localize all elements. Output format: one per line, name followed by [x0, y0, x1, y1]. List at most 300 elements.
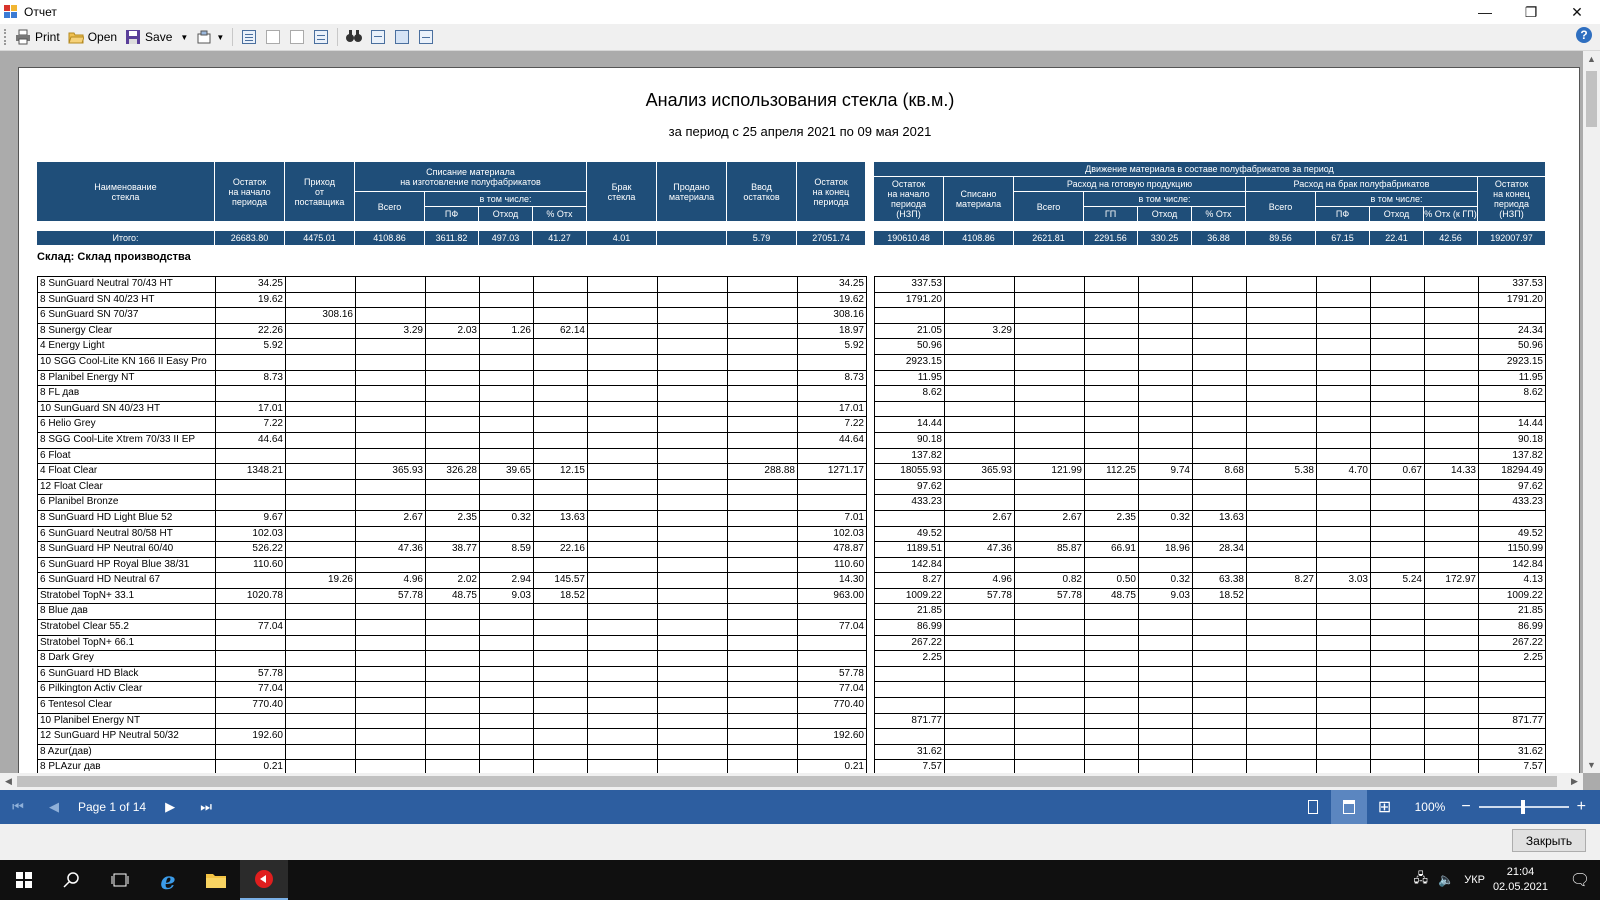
table-cell: [1014, 728, 1084, 744]
print-button[interactable]: [11, 26, 64, 48]
table-cell: [533, 292, 587, 308]
data-table: [37, 276, 1546, 775]
table-gap: [866, 354, 874, 370]
table-gap: [866, 619, 874, 635]
vertical-scrollbar[interactable]: [1583, 51, 1600, 773]
table-cell: [1370, 526, 1424, 542]
scroll-left-icon[interactable]: ◀: [5, 776, 12, 786]
table-cell: 9.03: [479, 588, 533, 604]
table-cell: 267.22: [1478, 635, 1546, 651]
table-cell: [944, 276, 1014, 292]
file-explorer-button[interactable]: [192, 860, 240, 900]
table-row: [37, 666, 1546, 682]
table-cell: [355, 385, 425, 401]
table-cell: [1246, 276, 1316, 292]
table-cell: [1138, 276, 1192, 292]
language-indicator[interactable]: УКР: [1464, 874, 1485, 886]
table-cell: [874, 728, 944, 744]
table-cell: [1316, 744, 1370, 760]
glass-name-cell: 6 SunGuard HD Neutral 67: [37, 572, 215, 588]
glass-name-cell: 8 Dark Grey: [37, 650, 215, 666]
single-page-button[interactable]: [366, 26, 390, 48]
table-cell: [355, 635, 425, 651]
table-cell: [355, 416, 425, 432]
report-title: Анализ использования стекла (кв.м.): [645, 90, 955, 110]
table-cell: [1316, 526, 1370, 542]
table-cell: [1316, 401, 1370, 417]
table-cell: [425, 416, 479, 432]
table-cell: [587, 401, 657, 417]
last-page-icon[interactable]: ⏭: [200, 799, 212, 814]
glass-name-cell: 8 Sunergy Clear: [37, 323, 215, 339]
table-cell: [285, 650, 355, 666]
pages-icon: [290, 30, 304, 44]
header-pct-gp: % Отх (к ГП): [1424, 207, 1478, 222]
table-cell: [944, 744, 1014, 760]
app-taskbar-button[interactable]: [240, 860, 288, 900]
table-cell: 17.01: [797, 401, 866, 417]
table-cell: [1192, 479, 1246, 495]
scroll-right-icon[interactable]: ▶: [1571, 776, 1578, 786]
table-cell: 770.40: [215, 697, 285, 713]
table-cell: 22.26: [215, 323, 285, 339]
table-cell: 172.97: [1424, 572, 1478, 588]
clock-time: 21:04: [1506, 866, 1535, 878]
table-cell: [425, 385, 479, 401]
table-cell: [425, 713, 479, 729]
table-cell: [533, 494, 587, 510]
table-cell: [1370, 292, 1424, 308]
table-cell: [1424, 697, 1478, 713]
table-cell: [727, 370, 797, 386]
vertical-scroll-thumb[interactable]: [1586, 71, 1597, 127]
table-cell: [1138, 681, 1192, 697]
table-cell: [1084, 385, 1138, 401]
header-writeoff: Списание материала на изготовление полуфабрикатов: [355, 162, 587, 192]
table-cell: 18.52: [1192, 588, 1246, 604]
save-button[interactable]: [121, 26, 192, 48]
table-cell: [285, 432, 355, 448]
table-gap: [866, 370, 874, 386]
minimize-button[interactable]: —: [1478, 4, 1492, 20]
network-icon[interactable]: 🖧: [1413, 870, 1429, 885]
table-cell: [1014, 385, 1084, 401]
header-movement: Движение материала в составе полуфабрикатов за период: [874, 162, 1546, 177]
table-cell: [1424, 713, 1478, 729]
table-cell: 2.67: [944, 510, 1014, 526]
table-cell: [657, 385, 727, 401]
maximize-button[interactable]: ❐: [1524, 3, 1538, 20]
table-cell: [425, 432, 479, 448]
table-row: [37, 526, 1546, 542]
table-row: [37, 432, 1546, 448]
table-cell: [1084, 370, 1138, 386]
table-cell: [657, 292, 727, 308]
table-cell: [1424, 370, 1478, 386]
table-row: [37, 510, 1546, 526]
start-button[interactable]: [0, 860, 48, 900]
table-cell: [1246, 635, 1316, 651]
window-title: Отчет: [24, 5, 57, 19]
zoom-in-button[interactable]: +: [1576, 798, 1586, 815]
table-cell: [727, 479, 797, 495]
header-pf: ПФ: [425, 207, 479, 222]
table-cell: 121.99: [1014, 463, 1084, 479]
table-cell: [1316, 416, 1370, 432]
table-cell: [1370, 588, 1424, 604]
paste-button[interactable]: [285, 26, 309, 48]
table-gap: [866, 479, 874, 495]
horizontal-scrollbar[interactable]: [0, 773, 1583, 790]
table-cell: 18.97: [797, 323, 866, 339]
glass-name-cell: 6 SunGuard Neutral 80/58 HT: [37, 526, 215, 542]
search-button[interactable]: [48, 860, 96, 900]
multi-page-view-button[interactable]: [1367, 790, 1403, 824]
table-cell: [587, 728, 657, 744]
table-cell: [1424, 354, 1478, 370]
header-written: Списано материала: [944, 177, 1014, 222]
table-cell: [587, 572, 657, 588]
table-cell: [215, 385, 285, 401]
totals-value: 330.25: [1138, 231, 1192, 245]
table-cell: [1370, 728, 1424, 744]
table-cell: [1370, 323, 1424, 339]
table-cell: [1138, 323, 1192, 339]
table-cell: [533, 526, 587, 542]
table-cell: [797, 354, 866, 370]
table-cell: [587, 603, 657, 619]
table-cell: [944, 370, 1014, 386]
table-cell: [944, 603, 1014, 619]
table-cell: [215, 603, 285, 619]
table-row: [37, 354, 1546, 370]
table-cell: [479, 354, 533, 370]
volume-icon[interactable]: 🔈: [1438, 872, 1455, 887]
table-cell: [285, 510, 355, 526]
header-gp-waste: Отход: [1138, 207, 1192, 222]
table-cell: 44.64: [215, 432, 285, 448]
scroll-down-icon[interactable]: ▼: [1587, 760, 1596, 770]
table-cell: [874, 681, 944, 697]
table-cell: 86.99: [874, 619, 944, 635]
table-cell: [657, 510, 727, 526]
table-cell: [1192, 697, 1246, 713]
page-width-button[interactable]: [390, 26, 414, 48]
table-cell: [727, 635, 797, 651]
table-cell: [1246, 385, 1316, 401]
table-cell: [533, 744, 587, 760]
header-name: Наименование стекла: [37, 162, 215, 222]
table-cell: [285, 619, 355, 635]
table-cell: [1316, 728, 1370, 744]
taskbar: [0, 860, 1600, 900]
table-cell: [1246, 479, 1316, 495]
fit-page-button[interactable]: [414, 26, 438, 48]
table-row: [37, 385, 1546, 401]
table-cell: [727, 557, 797, 573]
table-cell: [1246, 603, 1316, 619]
table-cell: [479, 292, 533, 308]
table-cell: [285, 728, 355, 744]
table-cell: 8.27: [1246, 572, 1316, 588]
table-cell: 19.62: [797, 292, 866, 308]
table-cell: 0.32: [479, 510, 533, 526]
clock[interactable]: [1493, 865, 1548, 895]
page-setup-button[interactable]: [237, 26, 261, 48]
table-cell: [1316, 510, 1370, 526]
table-cell: [727, 416, 797, 432]
table-cell: 24.34: [1478, 323, 1546, 339]
totals-value: 36.88: [1192, 231, 1246, 245]
table-cell: [657, 541, 727, 557]
table-cell: [944, 728, 1014, 744]
glass-name-cell: 8 PLAzur дав: [37, 759, 215, 775]
table-cell: [1370, 650, 1424, 666]
table-cell: [587, 588, 657, 604]
table-row: [37, 650, 1546, 666]
windows-icon: [16, 872, 32, 888]
table-cell: 1009.22: [1478, 588, 1546, 604]
single-page-view-icon: [1308, 800, 1318, 814]
table-cell: [1246, 494, 1316, 510]
table-cell: 12.15: [533, 463, 587, 479]
table-cell: [1370, 385, 1424, 401]
table-cell: [1246, 292, 1316, 308]
table-cell: 1020.78: [215, 588, 285, 604]
table-row: [37, 619, 1546, 635]
table-cell: [1138, 713, 1192, 729]
table-gap: [866, 307, 874, 323]
header-defect-waste: Отход: [1370, 207, 1424, 222]
totals-value: 3611.82: [425, 231, 479, 245]
close-window-button[interactable]: ✕: [1571, 3, 1583, 20]
table-cell: [1192, 370, 1246, 386]
table-cell: [1246, 619, 1316, 635]
table-cell: [1424, 292, 1478, 308]
table-cell: 2923.15: [874, 354, 944, 370]
table-cell: [1192, 526, 1246, 542]
table-cell: 308.16: [797, 307, 866, 323]
table-cell: [587, 448, 657, 464]
table-cell: [1084, 292, 1138, 308]
table-cell: [587, 276, 657, 292]
table-view-button[interactable]: [309, 26, 333, 48]
table-cell: [1246, 650, 1316, 666]
dropdown-arrow-icon: ▼: [180, 32, 189, 42]
table-cell: [1192, 354, 1246, 370]
table-cell: 14.33: [1424, 463, 1478, 479]
table-cell: [1370, 541, 1424, 557]
table-cell: 102.03: [797, 526, 866, 542]
table-cell: [944, 650, 1014, 666]
single-page-view-button[interactable]: [1295, 790, 1331, 824]
table-cell: [1246, 432, 1316, 448]
task-view-button[interactable]: [96, 860, 144, 900]
table-cell: [657, 603, 727, 619]
open-button[interactable]: [64, 26, 121, 48]
table-cell: 1271.17: [797, 463, 866, 479]
table-cell: 49.52: [874, 526, 944, 542]
table-cell: [1424, 728, 1478, 744]
header-gp-incl: в том числе:: [1084, 192, 1246, 207]
table-cell: [425, 292, 479, 308]
table-row: [37, 572, 1546, 588]
zoom-out-button[interactable]: −: [1461, 798, 1471, 815]
table-gap: [866, 557, 874, 573]
table-cell: [1316, 557, 1370, 573]
table-cell: 365.93: [944, 463, 1014, 479]
table-cell: 21.85: [1478, 603, 1546, 619]
table-cell: [797, 744, 866, 760]
table-cell: [1084, 494, 1138, 510]
table-cell: [533, 479, 587, 495]
glass-name-cell: 6 Planibel Bronze: [37, 494, 215, 510]
table-cell: [727, 385, 797, 401]
page-width-icon: [395, 30, 409, 44]
table-cell: [1138, 744, 1192, 760]
table-row: [37, 494, 1546, 510]
table-cell: [355, 666, 425, 682]
table-cell: [1424, 338, 1478, 354]
table-gap: [866, 541, 874, 557]
table-cell: [285, 666, 355, 682]
horizontal-scroll-thumb[interactable]: [17, 776, 1557, 787]
table-cell: 2.35: [425, 510, 479, 526]
table-cell: [479, 744, 533, 760]
header-gp: ГП: [1084, 207, 1138, 222]
table-cell: [727, 728, 797, 744]
table-cell: [657, 650, 727, 666]
table-cell: [355, 401, 425, 417]
table-row: [37, 401, 1546, 417]
table-cell: [355, 681, 425, 697]
totals-value: 4108.86: [944, 231, 1014, 245]
table-cell: [1084, 479, 1138, 495]
header-nzp-start: Остаток на начало периода (НЗП): [874, 177, 944, 222]
table-cell: [1084, 713, 1138, 729]
table-cell: [587, 557, 657, 573]
table-cell: 34.25: [215, 276, 285, 292]
zoom-slider-knob[interactable]: [1521, 800, 1525, 814]
table-cell: [1246, 354, 1316, 370]
continuous-view-button[interactable]: [1331, 790, 1367, 824]
table-cell: [533, 619, 587, 635]
table-cell: [874, 666, 944, 682]
previous-page-icon[interactable]: ◀: [49, 799, 59, 814]
table-cell: 18055.93: [874, 463, 944, 479]
table-cell: [425, 448, 479, 464]
table-cell: [1370, 619, 1424, 635]
table-gap: [866, 510, 874, 526]
table-cell: [1370, 432, 1424, 448]
export-dropdown-button[interactable]: [192, 26, 228, 48]
table-cell: [1424, 510, 1478, 526]
table-cell: [1316, 635, 1370, 651]
totals-value: [657, 231, 727, 245]
table-cell: [944, 448, 1014, 464]
table-cell: [533, 728, 587, 744]
table-cell: 0.21: [797, 759, 866, 775]
table-cell: [874, 697, 944, 713]
table-cell: [285, 292, 355, 308]
table-cell: [657, 448, 727, 464]
first-page-icon[interactable]: ⏮: [12, 799, 24, 814]
table-cell: [425, 479, 479, 495]
table-cell: [1246, 370, 1316, 386]
section-label: Склад: Склад производства: [37, 251, 191, 263]
table-cell: [1014, 494, 1084, 510]
table-cell: 77.04: [797, 681, 866, 697]
table-cell: 8.27: [874, 572, 944, 588]
table-cell: [587, 510, 657, 526]
help-icon[interactable]: ?: [1576, 27, 1592, 43]
notification-icon[interactable]: 🗨: [1569, 872, 1591, 889]
table-cell: 871.77: [874, 713, 944, 729]
table-cell: 7.22: [797, 416, 866, 432]
table-gap: [866, 603, 874, 619]
table-cell: 14.44: [1478, 416, 1546, 432]
table-cell: 0.32: [1138, 572, 1192, 588]
table-cell: [1138, 401, 1192, 417]
scroll-up-icon[interactable]: ▲: [1587, 54, 1596, 64]
table-cell: [1478, 401, 1546, 417]
table-cell: [215, 744, 285, 760]
table-cell: [657, 354, 727, 370]
table-cell: [944, 354, 1014, 370]
table-cell: [1316, 494, 1370, 510]
next-page-icon[interactable]: ▶: [165, 799, 176, 814]
zoom-slider[interactable]: [1479, 806, 1569, 808]
table-cell: [1014, 276, 1084, 292]
table-gap: [866, 728, 874, 744]
table-cell: 57.78: [355, 588, 425, 604]
clock-date: 02.05.2021: [1492, 881, 1548, 893]
table-cell: [285, 635, 355, 651]
table-cell: [533, 276, 587, 292]
table-cell: 50.96: [1478, 338, 1546, 354]
table-cell: [657, 681, 727, 697]
table-row: [37, 448, 1546, 464]
table-cell: 770.40: [797, 697, 866, 713]
table-cell: [425, 557, 479, 573]
table-cell: 1009.22: [874, 588, 944, 604]
close-report-button[interactable]: Закрыть: [1512, 829, 1586, 852]
table-cell: [797, 650, 866, 666]
table-cell: 110.60: [797, 557, 866, 573]
table-cell: 308.16: [285, 307, 355, 323]
table-cell: [1246, 728, 1316, 744]
table-cell: [1370, 401, 1424, 417]
glass-name-cell: 8 SunGuard HD Light Blue 52: [37, 510, 215, 526]
table-cell: [479, 603, 533, 619]
table-cell: [1478, 697, 1546, 713]
table-gap: [866, 697, 874, 713]
table-cell: [425, 401, 479, 417]
binoculars-icon: [346, 29, 362, 46]
table-row: [37, 463, 1546, 479]
glass-name-cell: 6 Tentesol Clear: [37, 697, 215, 713]
table-cell: [1084, 603, 1138, 619]
table-cell: 4.13: [1478, 572, 1546, 588]
report-viewport[interactable]: [0, 51, 1600, 791]
totals-value: 4.01: [587, 231, 657, 245]
table-cell: [215, 494, 285, 510]
table-row: [37, 681, 1546, 697]
table-cell: [587, 635, 657, 651]
internet-explorer-button[interactable]: [144, 860, 192, 900]
find-button[interactable]: [342, 26, 366, 48]
copy-button[interactable]: [261, 26, 285, 48]
